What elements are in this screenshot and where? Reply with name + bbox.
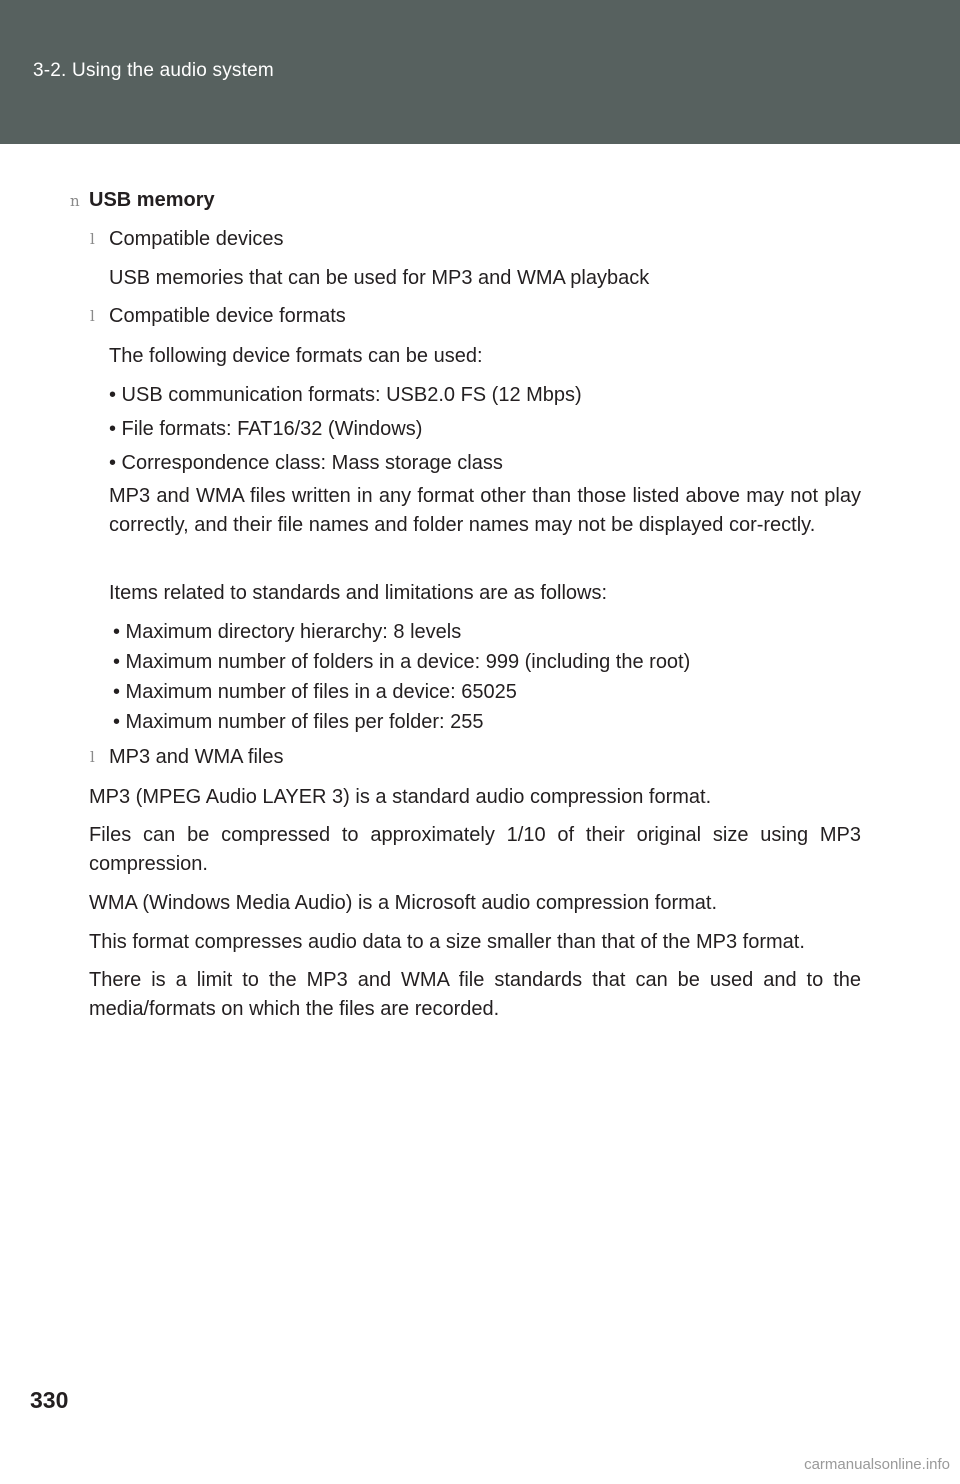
format-note: MP3 and WMA files written in any format other than those listed above may not play correctly, and their file names and folder names may not be displayed cor-rectly. (109, 485, 861, 536)
item-title-device-formats: Compatible device formats (109, 305, 346, 327)
body-paragraph: Files can be compressed to approximately 1/10 of their original size using MP3 compression. (89, 824, 861, 875)
limits-intro: Items related to standards and limitations are as follows: (109, 582, 608, 604)
bullet-marker: l (90, 748, 95, 766)
limit-item: • Maximum number of files per folder: 255 (113, 711, 484, 733)
bullet-marker: l (90, 307, 95, 325)
body-paragraph: There is a limit to the MP3 and WMA file standards that can be used and to the media/formats on which the files are recorded. (89, 969, 861, 1020)
body-paragraph: MP3 (MPEG Audio LAYER 3) is a standard audio compression format. (89, 786, 712, 808)
body-paragraph: WMA (Windows Media Audio) is a Microsoft audio compression format. (89, 892, 717, 914)
item-text-compatible-devices: USB memories that can be used for MP3 and WMA playback (109, 267, 650, 289)
body-paragraph: This format compresses audio data to a size smaller than that of the MP3 format. (89, 931, 805, 953)
format-item: • Correspondence class: Mass storage class (109, 452, 503, 474)
section-heading: USB memory (89, 189, 215, 211)
item-intro-device-formats: The following device formats can be used: (109, 345, 483, 367)
limit-item: • Maximum number of files in a device: 65025 (113, 681, 517, 703)
heading-marker: n (70, 192, 80, 210)
header-band (0, 0, 960, 144)
section-title: 3-2. Using the audio system (33, 60, 274, 81)
bullet-marker: l (90, 230, 95, 248)
page-number: 330 (30, 1387, 69, 1413)
item-title-compatible-devices: Compatible devices (109, 228, 284, 250)
format-item: • USB communication formats: USB2.0 FS (12 Mbps) (109, 384, 582, 406)
limit-item: • Maximum number of folders in a device: 999 (including the root) (113, 651, 691, 673)
limit-item: • Maximum directory hierarchy: 8 levels (113, 621, 462, 643)
item-title-mp3-wma: MP3 and WMA files (109, 746, 284, 768)
watermark: carmanualsonline.info (804, 1456, 950, 1473)
format-item: • File formats: FAT16/32 (Windows) (109, 418, 423, 440)
